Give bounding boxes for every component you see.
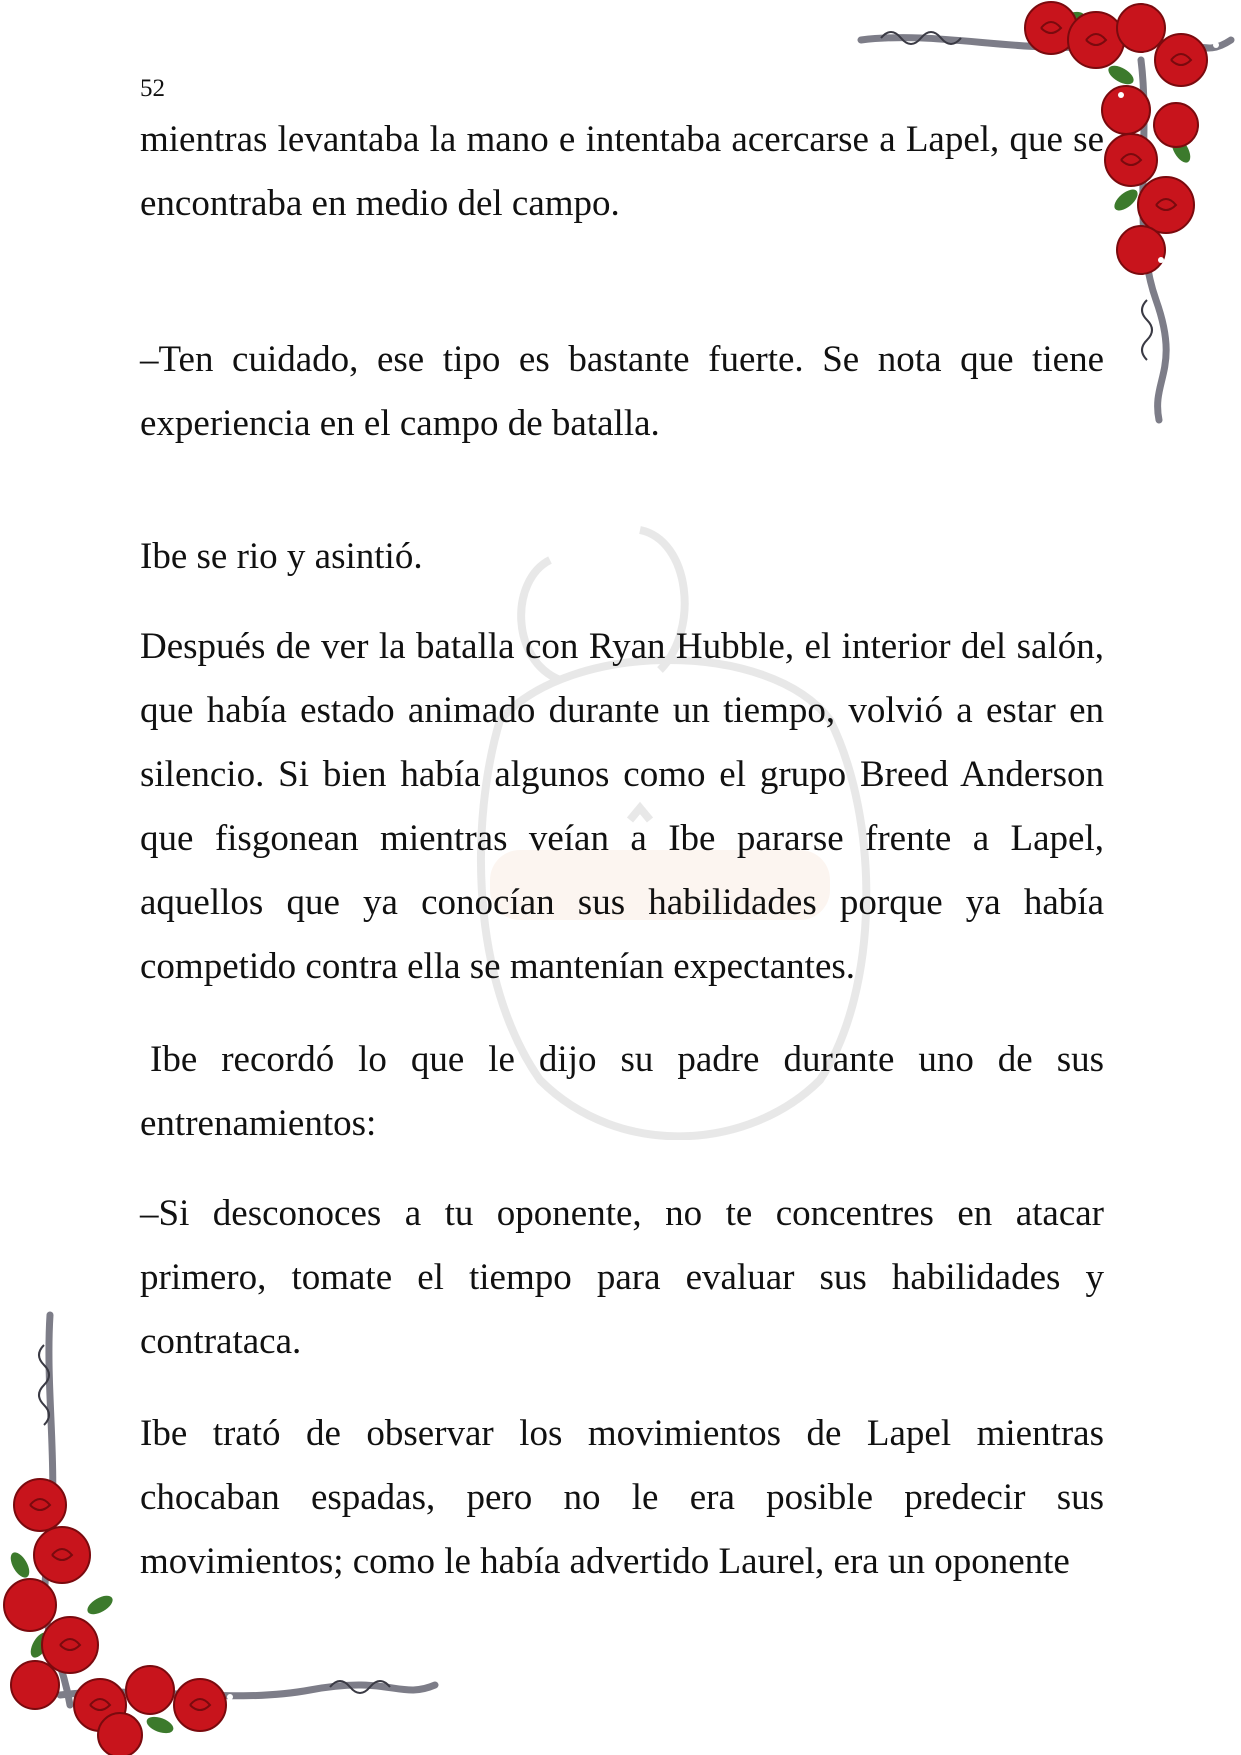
paragraph: Después de ver la batalla con Ryan Hubble, el interior del salón, que había estado animado durante un tiempo, volvió a estar en silencio. Si bien había algunos como el grupo Breed Anderson que fisgonean mientras veían a Ibe pararse frente a Lapel, aquellos que ya conocían sus habilidades porque ya había competido contra ella se mantenían expectantes. — [140, 626, 1104, 987]
paragraph: –Ten cuidado, ese tipo es bastante fuerte. Se nota que tiene experiencia en el campo de batalla. — [140, 339, 1104, 444]
paragraph: –Si desconoces a tu oponente, no te concentres en atacar primero, tomate el tiempo para evaluar sus habilidades y contrataca. — [140, 1193, 1104, 1362]
paragraph: Ibe recordó lo que le dijo su padre durante uno de sus entrenamientos: — [140, 1039, 1104, 1144]
paragraph: Ibe trató de observar los movimientos de Lapel mientras chocaban espadas, pero no le era posible predecir sus movimientos; como le había advertido Laurel, era un oponente — [140, 1413, 1104, 1582]
paragraph: mientras levantaba la mano e intentaba acercarse a Lapel, que se encontraba en medio del campo. — [140, 119, 1104, 224]
paragraph: Ibe se rio y asintió. — [140, 536, 423, 577]
page-number: 52 — [140, 75, 165, 102]
